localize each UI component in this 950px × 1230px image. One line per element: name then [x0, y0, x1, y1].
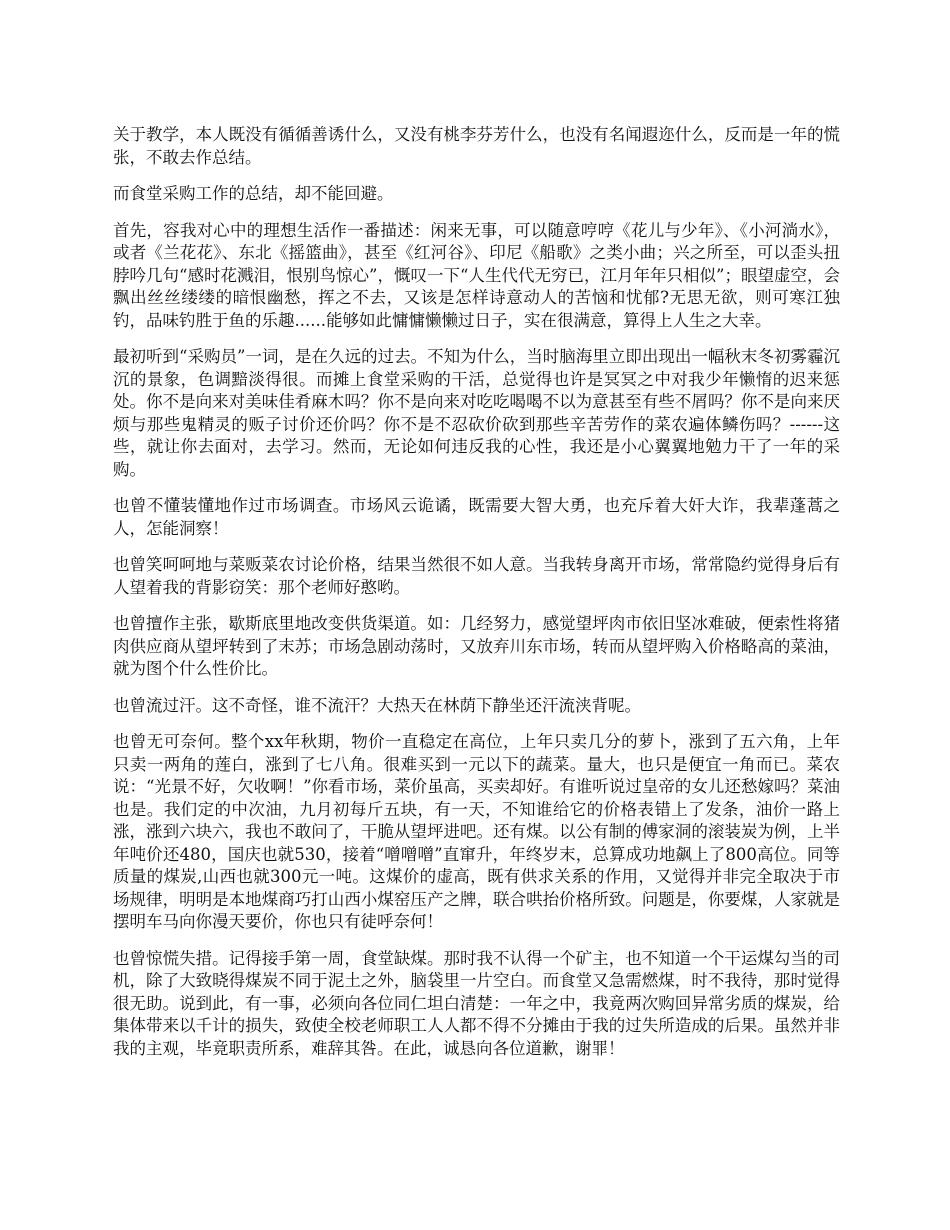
paragraph-4: 最初听到“采购员”一词，是在久远的过去。不知为什么，当时脑海里立即出现出一幅秋末冬初雾霾沉沉的景象，色调黯淡得很。而摊上食堂采购的干活，总觉得也许是冥冥之中对我少年懒惰的迟来惩处。你不是向来对美味佳肴麻木吗？你不是向来对吃吃喝喝不以为意甚至有些不屑吗？你不是向来厌烦与那些鬼精灵的贩子讨价还价吗？你不是不忍砍价砍到那些辛苦劳作的菜农遍体鳞伤吗？------这些，就让你去面对，去学习。然而，无论如何违反我的心性，我还是小心翼翼地勉力干了一年的采购。	[113, 347, 840, 479]
paragraph-7: 也曾擅作主张，歇斯底里地改变供货渠道。如：几经努力，感觉望坪肉市依旧坚冰难破，便索性将猪肉供应商从望坪转到了末苏；市场急剧动荡时，又放弃川东市场，转而从望坪购入价格略高的菜油，就为图个什么性价比。	[113, 614, 840, 678]
paragraph-2: 而食堂采购工作的总结，却不能回避。	[113, 184, 394, 203]
paragraph-3: 首先，容我对心中的理想生活作一番描述：闲来无事，可以随意哼哼《花儿与少年》、《小河淌水》，或者《兰花花》、东北《摇篮曲》，甚至《红河谷》、印尼《船歌》之类小曲；兴之所至，可以歪头扭脖吟几句“感时花溅泪，恨别鸟惊心”，慨叹一下“人生代代无穷已，江月年年只相似”；眼望虚空，会飘出丝丝缕缕的暗恨幽愁，挥之不去，又该是怎样诗意动人的苦恼和忧郁?无思无欲，则可寒江独钓，品味钓胜于鱼的乐趣......能够如此慵慵懒懒过日子，实在很满意，算得上人生之大幸。	[113, 220, 840, 330]
paragraph-6: 也曾笑呵呵地与菜贩菜农讨论价格，结果当然很不如人意。当我转身离开市场，常常隐约觉得身后有人望着我的背影窃笑：那个老师好憨哟。	[113, 555, 840, 597]
paragraph-10: 也曾惊慌失措。记得接手第一周，食堂缺煤。那时我不认得一个矿主，也不知道一个干运煤勾当的司机，除了大致晓得煤炭不同于泥土之外，脑袋里一片空白。而食堂又急需燃煤，时不我待，那时觉得很无助。说到此，有一事，必须向各位同仁坦白清楚：一年之中，我竟两次购回异常劣质的煤炭，给集体带来以千计的损失，致使全校老师职工人人都不得不分摊由于我的过失所造成的后果。虽然并非我的主观，毕竟职责所系，难辞其咎。在此，诚恳向各位道歉，谢罪！	[113, 948, 840, 1058]
paragraph-8: 也曾流过汗。这不奇怪，谁不流汗？大热天在林荫下静坐还汗流浃背呢。	[113, 695, 641, 715]
document-body	[113, 124, 840, 1074]
paragraph-5: 也曾不懂装懂地作过市场调查。市场风云诡谲，既需要大智大勇，也充斥着大奸大诈，我辈蓬蒿之人，怎能洞察！	[113, 496, 840, 538]
paragraph-1: 关于教学，本人既没有循循善诱什么，又没有桃李芬芳什么，也没有名闻遐迩什么，反而是一年的慌张，不敢去作总结。	[113, 125, 840, 167]
paragraph-9: 也曾无可奈何。整个xx年秋期，物价一直稳定在高位，上年只卖几分的萝卜，涨到了五六角，上年只卖一两角的莲白，涨到了七八角。很难买到一元以下的蔬菜。量大，也只是便宜一角而已。菜农说：“光景不好，欠收啊！”你看市场，菜价虽高，买卖却好。有谁听说过皇帝的女儿还愁嫁吗？菜油也是。我们定的中次油，九月初每斤五块，有一天，不知谁给它的价格表错上了发条，油价一路上涨，涨到六块六，我也不敢问了，干脆从望坪进吧。还有煤。以公有制的傅家洞的滚装炭为例，上半年吨价还480，国庆也就530，接着“噌噌噌”直窜升，年终岁末，总算成功地飙上了800高位。同等质量的煤炭,山西也就300元一吨。这煤价的虚高，既有供求关系的作用，又觉得并非完全取决于市场规律，明明是本地煤商巧打山西小煤窑压产之牌，联合哄抬价格所致。问题是，你要煤，人家就是摆明车马向你漫天要价，你也只有徒呼奈何！	[113, 732, 840, 931]
